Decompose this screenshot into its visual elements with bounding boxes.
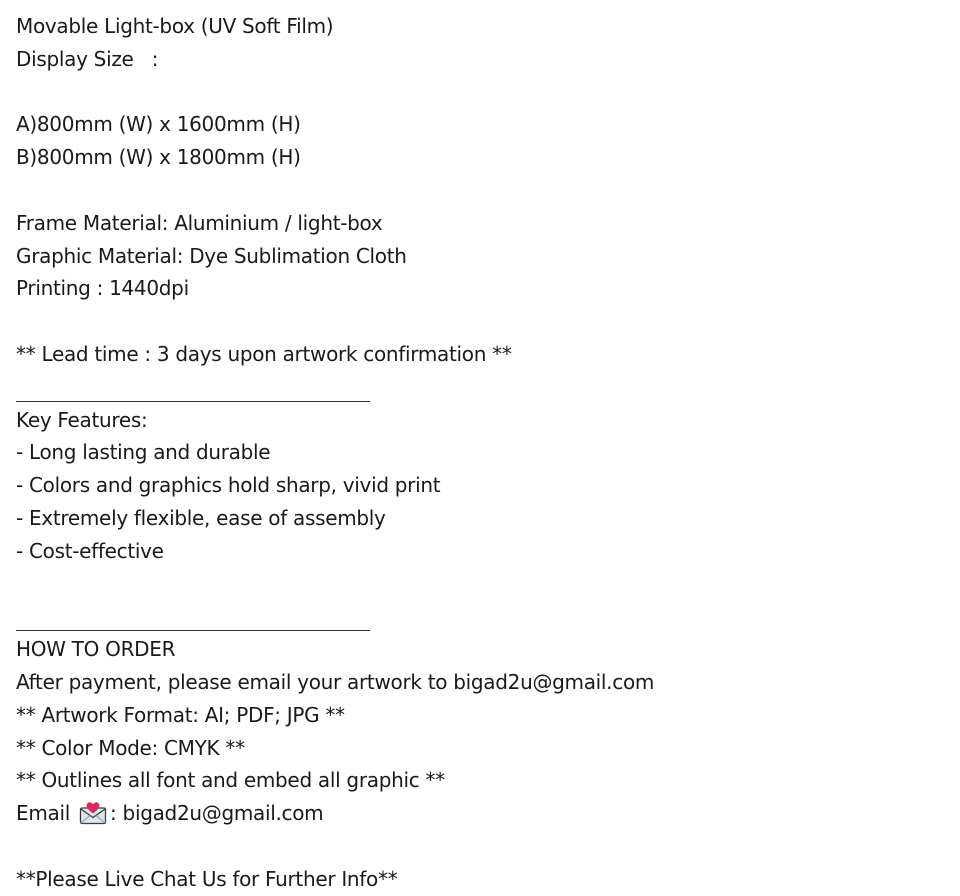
email-line <box>16 797 950 830</box>
feature-item: - Colors and graphics hold sharp, vivid print <box>16 473 441 498</box>
size-option-b: B)800mm (W) x 1800mm (H) <box>16 145 301 170</box>
product-description <box>16 10 950 896</box>
feature-item: - Extremely flexible, ease of assembly <box>16 505 386 530</box>
divider <box>16 600 950 633</box>
spacer <box>16 76 950 109</box>
email-label: Email <box>16 801 77 826</box>
divider <box>16 371 950 404</box>
frame-material: Frame Material: Aluminium / light-box <box>16 210 383 235</box>
outlines-note: ** Outlines all font and embed all graphic ** <box>16 768 445 793</box>
love-letter-envelope-icon <box>78 801 108 825</box>
graphic-material: Graphic Material: Dye Sublimation Cloth <box>16 243 407 268</box>
printing-resolution: Printing : 1440dpi <box>16 276 189 301</box>
spacer <box>16 568 950 601</box>
size-option-a: A)800mm (W) x 1600mm (H) <box>16 112 301 137</box>
lead-time: ** Lead time : 3 days upon artwork confirmation ** <box>16 341 512 366</box>
product-title: Movable Light-box (UV Soft Film) <box>16 14 334 38</box>
email-address: : bigad2u@gmail.com <box>110 801 324 826</box>
spacer <box>16 305 950 338</box>
color-mode: ** Color Mode: CMYK ** <box>16 735 245 760</box>
live-chat-note: **Please Live Chat Us for Further Info** <box>16 866 398 891</box>
spacer <box>16 830 950 863</box>
order-heading: HOW TO ORDER <box>16 637 176 662</box>
feature-item: - Long lasting and durable <box>16 440 271 465</box>
order-instruction: After payment, please email your artwork to bigad2u@gmail.com <box>16 669 655 694</box>
artwork-format: ** Artwork Format: AI; PDF; JPG ** <box>16 702 345 727</box>
display-size-label: Display Size : <box>16 46 159 71</box>
feature-item: - Cost-effective <box>16 538 164 563</box>
spacer <box>16 174 950 207</box>
features-heading: Key Features: <box>16 407 148 432</box>
